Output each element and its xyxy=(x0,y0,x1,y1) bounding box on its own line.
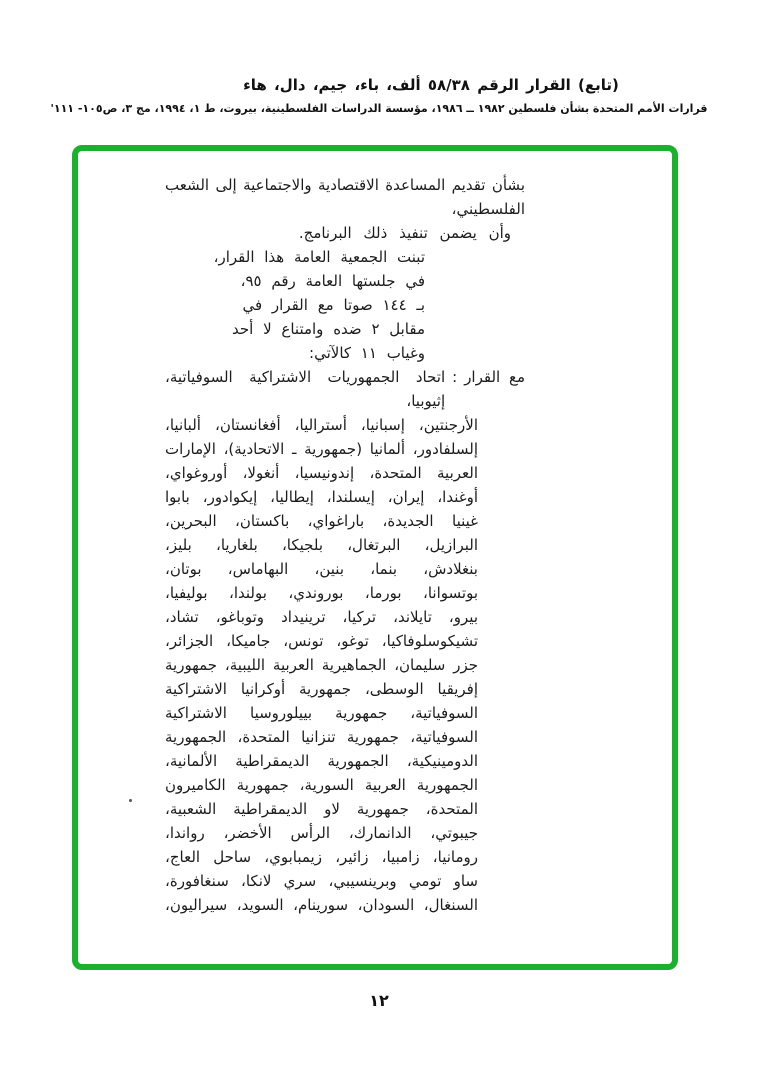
vote-line: إلسلفادور، ألمانيا (جمهورية ـ الاتحادية)، الإمارات xyxy=(165,440,478,458)
vote-line: تشيكوسلوفاكيا، توغو، تونس، جاميكا، الجزائر، xyxy=(165,632,478,650)
vote-line: ساو تومي وبرينسيبي، سري لانكا، سنغافورة، xyxy=(165,872,478,890)
intro-line: بشأن تقديم المساعدة الاقتصادية والاجتماعية إلى الشعب الفلسطيني، xyxy=(165,176,525,218)
vote-line: الدومينيكية، الجمهورية الديمقراطية الألمانية، xyxy=(165,752,478,770)
vote-first-line: اتحاد الجمهوريات الاشتراكية السوفياتية، إثيوبيا، xyxy=(165,368,446,410)
vote-line: الجمهورية العربية السورية، جمهورية الكاميرون xyxy=(165,776,478,794)
adoption-paragraph xyxy=(165,245,425,365)
vote-line: رومانيا، زامبيا، زائير، زيمبابوي، ساحل العاج، xyxy=(165,848,478,866)
vote-line: جيبوتي، الدانمارك، الرأس الأخضر، رواندا، xyxy=(165,824,478,842)
adoption-line: في جلستها العامة رقم ٩٥، xyxy=(240,272,425,290)
vote-line: السوفياتية، جمهورية بييلوروسيا الاشتراكية xyxy=(165,704,478,722)
vote-country-list xyxy=(165,413,525,917)
vote-line: الأرجنتين، إسبانيا، أستراليا، أفغانستان، ألبانيا، xyxy=(165,416,478,434)
vote-line: أوغندا، إيران، إيسلندا، إيطاليا، إيكوادور، بابوا xyxy=(165,488,478,506)
vote-line: السنغال، السودان، سورينام، السويد، سيراليون، xyxy=(165,896,478,914)
colon-separator: : xyxy=(452,368,458,386)
page-number: ١٢ xyxy=(369,991,389,1010)
vote-line: جزر سليمان، الجماهيرية العربية الليبية، جمهورية xyxy=(165,656,478,674)
resolution-title: (تابع) القرار الرقم ٥٨/٣٨ ألف، باء، جيم، دال، هاء xyxy=(243,76,619,94)
vote-line: بوتسوانا، بورما، بوروندي، بولندا، بوليفيا، xyxy=(165,584,478,602)
vote-row xyxy=(165,365,525,413)
vote-line: غينيا الجديدة، باراغواي، باكستان، البحرين، xyxy=(165,512,478,530)
vote-line: بيرو، تايلاند، تركيا، ترينيداد وتوباغو، تشاد، xyxy=(165,608,478,626)
vote-label: مع القرار xyxy=(464,368,525,386)
adoption-line: وغياب ١١ كالآتي: xyxy=(309,344,425,362)
body-text xyxy=(165,173,525,917)
adoption-line: بـ ١٤٤ صوتا مع القرار في xyxy=(242,296,425,314)
vote-line: المتحدة، جمهورية لاو الديمقراطية الشعبية، xyxy=(165,800,478,818)
vote-line: البرازيل، البرتغال، بلجيكا، بلغاريا، بليز، xyxy=(165,536,478,554)
adoption-line: مقابل ٢ ضده وامتناع لا أحد xyxy=(232,320,425,338)
vote-line: إفريقيا الوسطى، جمهورية أوكرانيا الاشتراكية xyxy=(165,680,478,698)
adoption-line: تبنت الجمعية العامة هذا القرار، xyxy=(213,248,425,266)
source-citation: قرارات الأمم المتحدة بشأن فلسطين ١٩٨٢ ــ ١٩٨٦، مؤسسة الدراسات الفلسطينية، بيروت، ط ١، ١٩٩٤، مج ٣، ص١٠٥- ١١١' xyxy=(50,102,708,115)
intro-line: وأن يضمن تنفيذ ذلك البرنامج. xyxy=(298,224,511,242)
intro-paragraph xyxy=(165,173,525,245)
green-frame xyxy=(72,145,678,970)
vote-line: بنغلادش، بنما، بنين، البهاماس، بوتان، xyxy=(165,560,478,578)
ink-speck xyxy=(129,799,132,802)
vote-line: السوفياتية، جمهورية تنزانيا المتحدة، الجمهورية xyxy=(165,728,478,746)
vote-line: العربية المتحدة، إندونيسيا، أنغولا، أوروغواي، xyxy=(165,464,478,482)
